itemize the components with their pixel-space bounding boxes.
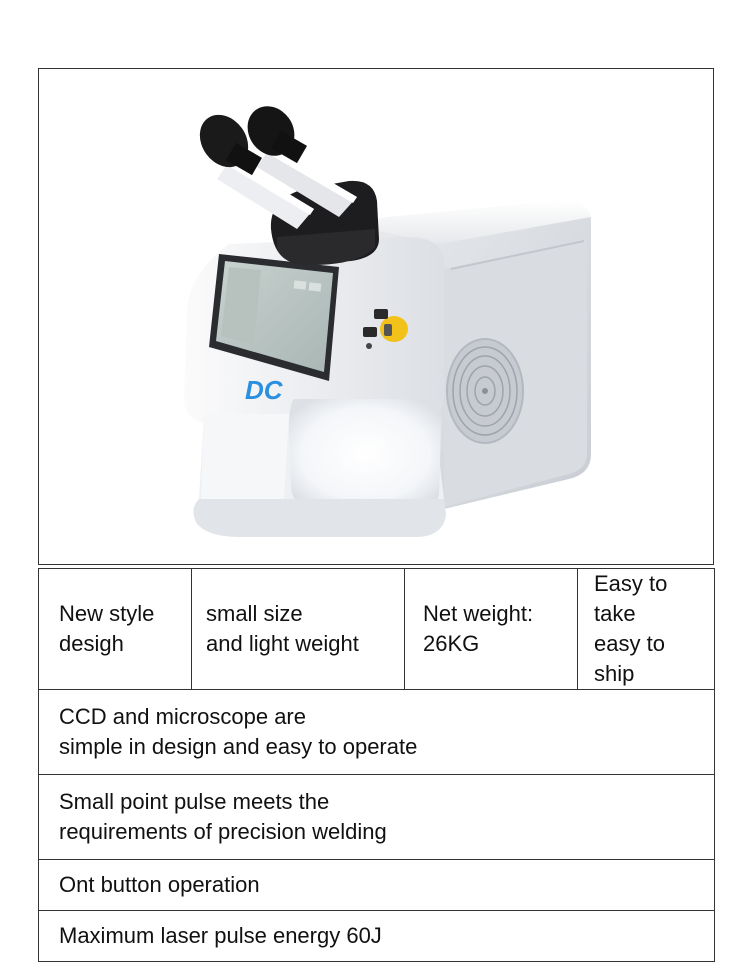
feature-table [38,568,715,962]
feature-text: Ont button operation [59,872,260,897]
feature-text: New style desigh [59,601,155,656]
feature-cell-portability [578,569,715,690]
table-row [39,690,715,775]
table-row [39,911,715,962]
table-row [39,775,715,860]
table-row [39,569,715,690]
feature-cell-style [39,569,192,690]
welding-machine-illustration [39,69,714,565]
feature-cell-size [192,569,405,690]
product-image-frame [38,68,714,565]
feature-text: Small point pulse meets the requirements of precision welding [59,789,387,844]
feature-line-ccd [39,690,715,775]
table-row [39,860,715,911]
feature-text: Net weight: 26KG [423,601,534,656]
feature-text: CCD and microscope are simple in design and easy to operate [59,704,418,759]
fan-grill [447,339,523,443]
feature-line-button [39,860,715,911]
feature-line-pulse [39,775,715,860]
feature-text: small size and light weight [206,601,359,656]
feature-text: Easy to take easy to ship [594,571,668,686]
brand-logo: DC [245,375,283,405]
feature-text: Maximum laser pulse energy 60J [59,923,382,948]
feature-line-energy [39,911,715,962]
feature-cell-weight [405,569,578,690]
binocular-microscope [190,97,379,265]
